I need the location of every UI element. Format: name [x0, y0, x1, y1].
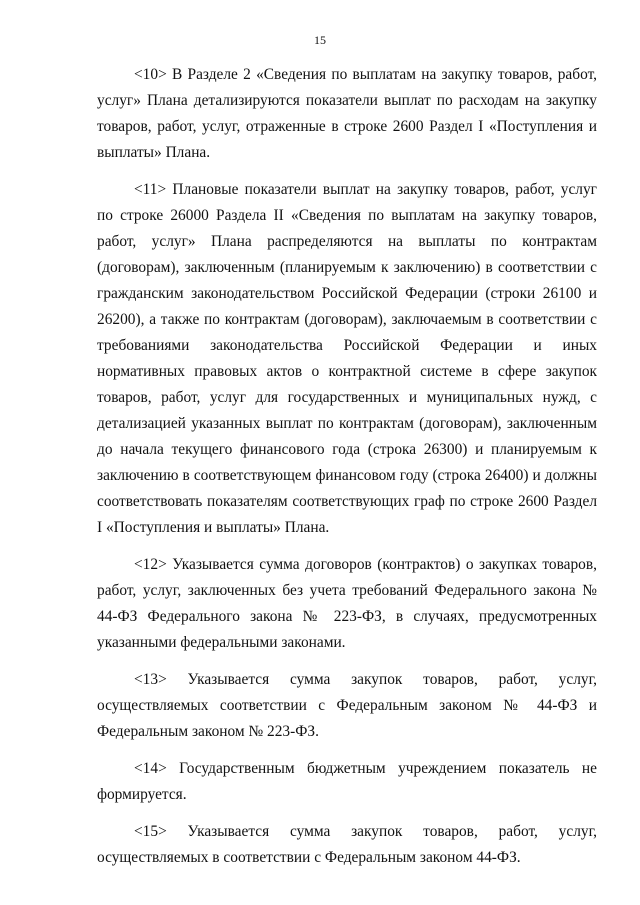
footnote-12: <12> Указывается сумма договоров (контрактов) о закупках товаров, работ, услуг, заключенных без учета требований Федерального закона № 44-ФЗ Федерального закона № 223-ФЗ, в случаях, предусмотренных указанными федеральными законами.: [97, 556, 597, 651]
footnote-11: <11> Плановые показатели выплат на закупку товаров, работ, услуг по строке 26000 Раздела II «Сведения по выплатам на закупку товаров, работ, услуг» Плана распределяются на выплаты по контрактам (договорам), заключенным (планируемым к заключению) в соответствии с гражданским законодательством Российской Федерации (строки 26100 и 26200), а также по контрактам (договорам), заключаемым в соответствии с требованиями законодательства Российской Федерации и иных нормативных правовых актов о контрактной системе в сфере закупок товаров, работ, услуг для государственных и муниципальных нужд, с детализацией указанных выплат по контрактам (договорам), заключенным до начала текущего финансового года (строка 26300) и планируемым к заключению в соответствующем финансовом году (строка 26400) и должны соответствовать показателям соответствующих граф по строке 2600 Раздел I «Поступления и выплаты» Плана.: [97, 181, 597, 536]
footnote-10: <10> В Разделе 2 «Сведения по выплатам на закупку товаров, работ, услуг» Плана детализируются показатели выплат по расходам на закупку товаров, работ, услуг, отраженные в строке 2600 Раздел I «Поступления и выплаты» Плана.: [97, 66, 597, 161]
footnote-15: <15> Указывается сумма закупок товаров, работ, услуг, осуществляемых в соответствии с Федеральным законом 44-ФЗ.: [97, 823, 597, 866]
footnote-14: <14> Государственным бюджетным учреждением показатель не формируется.: [97, 760, 597, 803]
footnote-13: <13> Указывается сумма закупок товаров, работ, услуг, осуществляемых соответствии с Федеральным законом № 44-ФЗ и Федеральным законом № 223-ФЗ.: [97, 671, 597, 740]
page-number: 15: [314, 33, 326, 47]
document-body: [97, 62, 597, 871]
